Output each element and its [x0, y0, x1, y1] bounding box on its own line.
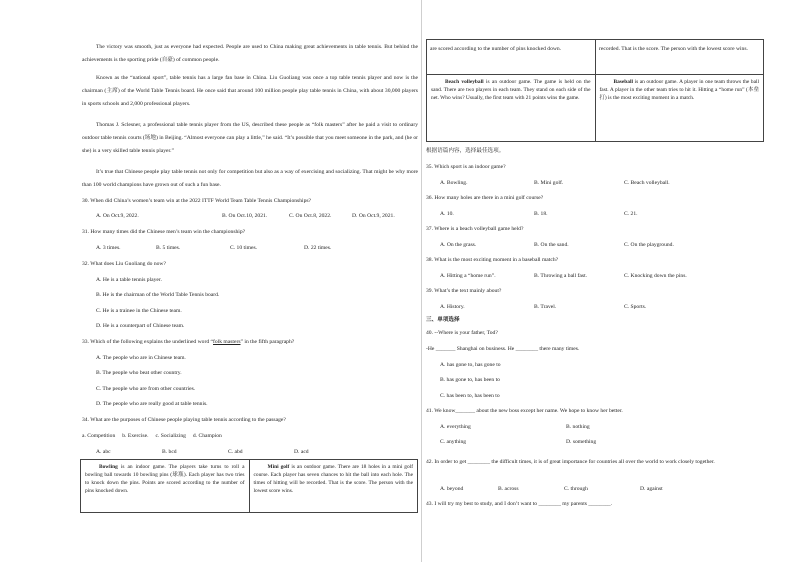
option-b[interactable]: B. 5 times.	[156, 245, 181, 251]
instruction: 根据语篇内容，选择最佳选项。	[426, 148, 505, 154]
option-d[interactable]: D. On Oct.9, 2021.	[352, 213, 395, 219]
option-c[interactable]: C. On the playground.	[624, 242, 674, 248]
option-a[interactable]: A. History.	[440, 304, 465, 310]
option-c[interactable]: C. Beach volleyball.	[624, 180, 670, 186]
option-b[interactable]: B. On the sand.	[534, 242, 569, 248]
option-b[interactable]: B. On Oct.10, 2021.	[222, 213, 268, 219]
option-b[interactable]: B. Mini golf.	[534, 180, 564, 186]
option-a[interactable]: A. 10.	[440, 211, 454, 217]
beach-volleyball-text: is an outdoor game. The game is held on the sand. There are two players in each team. They stand on each side of the net. Who wins? Usually, the first team with 21 points wins the game.	[431, 79, 591, 102]
option-a[interactable]: A. On Oct.9, 2022.	[96, 213, 139, 219]
column-divider	[421, 0, 422, 562]
option-b[interactable]: B. Throwing a ball fast.	[534, 273, 588, 279]
bowling-cell	[81, 460, 250, 513]
option-d[interactable]: D. against	[640, 486, 663, 492]
question-43: 43. I will try my best to study, and I don’t want to ________ my parents ________.	[426, 501, 613, 507]
option-c[interactable]: C. On Oct.8, 2022.	[289, 213, 332, 219]
option-d[interactable]: D. acd	[294, 449, 309, 455]
question-34-items: a. Competition b. Exercise. c. Socializing d. Champion	[82, 433, 222, 439]
option-b[interactable]: B. nothing	[566, 424, 590, 430]
passage-paragraph-2: Known as the “national sport”, table tennis has a large fan base in China. Liu Guoliang was once a top table tennis player and now is the chairman (主席) of the World Table Tennis board. He once said that around 100 million people play table tennis in China, with about 30,000 players in sports schools and 2,000 professional players.	[82, 75, 418, 108]
option-c[interactable]: C. abd	[228, 449, 243, 455]
question-35: 35. Which sport is an indoor game?	[426, 164, 506, 170]
option-b[interactable]: B. bcd	[162, 449, 177, 455]
question-40: 40. --Where is your father, Tod?	[426, 330, 498, 336]
option-b[interactable]: B. Travel.	[534, 304, 557, 310]
option-c[interactable]: C. through	[564, 486, 588, 492]
bowling-title: Bowling	[99, 464, 118, 470]
option-d[interactable]: D. He is a counterpart of Chinese team.	[96, 323, 185, 329]
option-a[interactable]: A. The people who are in Chinese team.	[96, 355, 186, 361]
option-d[interactable]: D. 22 times.	[304, 245, 332, 251]
option-d[interactable]: D. something	[566, 439, 597, 445]
mini-golf-title: Mini golf	[267, 464, 290, 470]
option-a[interactable]: A. Bowling.	[440, 180, 468, 186]
mini-golf-cell	[249, 460, 418, 513]
question-36: 36. How many holes are there in a mini golf course?	[426, 195, 544, 201]
option-c[interactable]: C. 10 times.	[230, 245, 258, 251]
sports-table-part-1	[80, 459, 418, 513]
option-b[interactable]: B. across	[498, 486, 519, 492]
question-39: 39. What’s the text mainly about?	[426, 288, 502, 294]
question-34: 34. What are the purposes of Chinese people playing table tennis according to the passage?	[82, 417, 286, 423]
underlined-word: folk masters	[213, 339, 241, 345]
question-31: 31. How many times did the Chinese men’s team win the championship?	[82, 229, 246, 235]
option-b[interactable]: B. He is the chairman of the World Table Tennis board.	[96, 292, 220, 298]
passage-paragraph-3: Thomas J. Sclesner, a professional table tennis player from the US, described these people as “folk masters” after he paid a visit to ordinary outdoor table tennis courts (场地) in Beijing. “Almost everyone can play a little,” he said. “It’s possible that you meet someone in the park, and (he or she) is a very skilled table tennis player.”	[82, 122, 418, 155]
mini-golf-text: is an outdoor game. There are 18 holes in a mini golf course. Each player has seven chances to hit the ball into each hole. The times of hitting will be recorded. That is the score. The person with the lowest score wins.	[253, 464, 413, 495]
question-32: 32. What does Liu Guoliang do now?	[82, 261, 166, 267]
baseball-text: is an outdoor game. A player in one team throws the ball fast. A player in the other team tries to hit it. Hitting a “home run” (本垒打) is the most exciting moment in a match.	[599, 79, 759, 102]
option-a[interactable]: A. 3 times.	[96, 245, 121, 251]
beach-volleyball-title: Beach volleyball	[445, 79, 484, 85]
bowling-text: is an indoor game. The players take turns to roll a bowling ball towards 10 bowling pins (球瓶). Each player has two tries to knock down the pins. Points are scored according to the number of pins knocked down.	[85, 464, 245, 495]
option-b[interactable]: B. has gone to, has been to	[440, 377, 500, 383]
question-37: 37. Where is a beach volleyball game held?	[426, 226, 524, 232]
option-a[interactable]: A. beyond	[440, 486, 464, 492]
option-c[interactable]: C. 21.	[624, 211, 638, 217]
question-41: 41. We know_______ about the new boss except her name. We hope to know her better.	[426, 408, 623, 414]
passage-paragraph-1: The victory was smooth, just as everyone had expected. People are used to China making great achievements in table tennis. But behind the achievements is the sporting pride (自豪) of common people.	[82, 44, 418, 64]
option-c[interactable]: C. anything	[440, 439, 467, 445]
option-c[interactable]: C. He is a trainee in the Chinese team.	[96, 308, 182, 314]
option-d[interactable]: D. The people who are really good at table tennis.	[96, 401, 208, 407]
option-a[interactable]: A. everything	[440, 424, 471, 430]
option-a[interactable]: A. has gone to, has gone to	[440, 362, 501, 368]
question-38: 38. What is the most exciting moment in a baseball match?	[426, 257, 559, 263]
option-b[interactable]: B. The people who beat other country.	[96, 370, 182, 376]
option-a[interactable]: A. He is a table tennis player.	[96, 277, 162, 283]
option-c[interactable]: C. has been to, has been to	[440, 393, 500, 399]
option-a[interactable]: A. Hitting a “home run”.	[440, 273, 496, 279]
option-a[interactable]: A. On the grass.	[440, 242, 477, 248]
question-42: 42. In order to get ________ the difficult times, it is of great importance for countries all over the world to work closely together.	[426, 459, 715, 465]
option-b[interactable]: B. 18.	[534, 211, 548, 217]
option-c[interactable]: C. The people who are from other countries.	[96, 386, 196, 392]
option-c[interactable]: C. Knocking down the pins.	[624, 273, 687, 279]
passage-paragraph-4: It’s true that Chinese people play table tennis not only for competition but also as a way of exercising and socializing. That might be why more than 100 world champions have grown out of such a fun base.	[82, 169, 418, 189]
option-c[interactable]: C. Sports.	[624, 304, 647, 310]
question-30: 30. When did China’s women’s team win at the 2022 ITTF World Team Table Tennis Championships?	[82, 198, 312, 204]
bowling-tail: are scored according to the number of pins knocked down.	[430, 46, 562, 52]
beach-volleyball-cell	[427, 75, 596, 142]
mini-golf-tail: recorded. That is the score. The person with the lowest score wins.	[599, 46, 748, 52]
baseball-cell	[595, 75, 764, 142]
section-3-heading: 三、单项选择	[426, 317, 460, 323]
question-33: 33. Which of the following explains the underlined word “folk masters” in the fifth paragraph?	[82, 339, 295, 345]
baseball-title: Baseball	[613, 79, 633, 85]
option-a[interactable]: A. abc	[96, 449, 111, 455]
question-40-line-2: -He _______ Shanghai on business. He ________ there many times.	[426, 346, 580, 352]
